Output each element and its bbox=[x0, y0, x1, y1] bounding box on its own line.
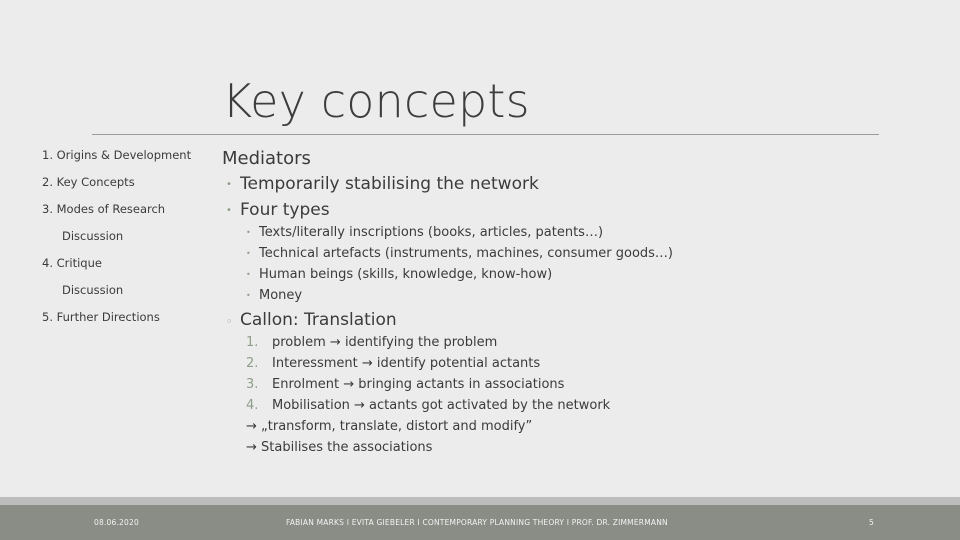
sub-bullet-text: Human beings (skills, knowledge, know-how) bbox=[259, 267, 553, 282]
numbered-item bbox=[246, 356, 540, 371]
sub-bullet-item bbox=[246, 267, 552, 282]
title-divider bbox=[92, 134, 879, 135]
item-number: 3. bbox=[246, 377, 259, 392]
bullet-text: Temporarily stabilising the network bbox=[240, 174, 539, 194]
bullet-text: Four types bbox=[240, 200, 330, 220]
footer-date: 08.06.2020 bbox=[94, 518, 139, 527]
bullet-dot-icon: • bbox=[226, 178, 232, 190]
agenda-item-modes-of-research: 3. Modes of Research bbox=[42, 202, 166, 216]
bullet-text: Callon: Translation bbox=[240, 310, 397, 330]
agenda-item-origins: 1. Origins & Development bbox=[42, 148, 192, 162]
note-line: → „transform, translate, distort and modify” bbox=[246, 419, 533, 434]
numbered-item bbox=[246, 398, 610, 413]
bullet-item bbox=[226, 200, 330, 220]
numbered-item bbox=[246, 377, 564, 392]
bullet-dot-icon: • bbox=[246, 228, 251, 237]
item-text: Interessment → identify potential actants bbox=[272, 356, 541, 371]
agenda-item-further-directions: 5. Further Directions bbox=[42, 310, 160, 324]
bullet-item bbox=[226, 174, 539, 194]
agenda-item-discussion-2: Discussion bbox=[62, 283, 124, 297]
sub-bullet-item bbox=[246, 225, 603, 240]
agenda-item-critique: 4. Critique bbox=[42, 256, 102, 270]
slide-number: 5 bbox=[869, 518, 874, 527]
open-circle-bullet-icon: ◦ bbox=[226, 315, 233, 328]
item-text: Mobilisation → actants got activated by the network bbox=[272, 398, 611, 413]
section-heading: Mediators bbox=[222, 148, 311, 169]
sub-bullet-item bbox=[246, 288, 302, 303]
numbered-item bbox=[246, 335, 497, 350]
item-number: 2. bbox=[246, 356, 259, 371]
agenda-item-key-concepts: 2. Key Concepts bbox=[42, 175, 135, 189]
item-text: Enrolment → bringing actants in associations bbox=[272, 377, 565, 392]
sub-bullet-text: Texts/literally inscriptions (books, articles, patents…) bbox=[259, 225, 604, 240]
footer-credits: FABIAN MARKS I EVITA GIEBELER I CONTEMPORARY PLANNING THEORY I PROF. DR. ZIMMERMANN bbox=[286, 518, 668, 527]
bullet-dot-icon: • bbox=[246, 249, 251, 258]
item-text: problem → identifying the problem bbox=[272, 335, 498, 350]
agenda-item-discussion-1: Discussion bbox=[62, 229, 124, 243]
bullet-dot-icon: • bbox=[246, 291, 251, 300]
bullet-item bbox=[226, 310, 397, 330]
bullet-dot-icon: • bbox=[226, 204, 232, 216]
note-line: → Stabilises the associations bbox=[246, 440, 433, 455]
item-number: 4. bbox=[246, 398, 259, 413]
sub-bullet-text: Money bbox=[259, 288, 303, 303]
bullet-dot-icon: • bbox=[246, 270, 251, 279]
sub-bullet-text: Technical artefacts (instruments, machines, consumer goods…) bbox=[259, 246, 673, 261]
item-number: 1. bbox=[246, 335, 259, 350]
sub-bullet-item bbox=[246, 246, 673, 261]
slide-title: Key concepts bbox=[222, 74, 530, 128]
